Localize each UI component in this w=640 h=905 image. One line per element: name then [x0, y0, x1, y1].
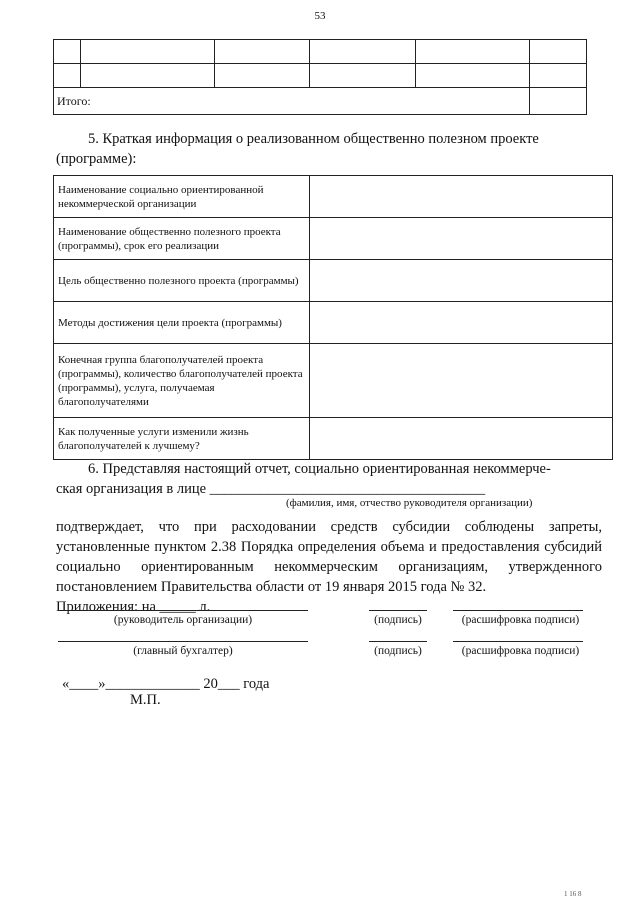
section6-line1: 6. Представляя настоящий отчет, социально ориентированная некоммерче- — [88, 461, 551, 477]
section6-body: подтверждает, что при расходовании средств субсидии соблюдены запреты, установленные пунктом 2.38 Порядка определения объема и предоставления субсидий социально ориентированным некоммерческим организациям, утвержденного постановлением Правительства области от 19 января 2015 года № 32. — [56, 519, 602, 595]
head-sign-caption: (подпись) — [374, 614, 422, 626]
section5-heading: 5. Краткая информация о реализованном общественно полезном проекте (программе): — [56, 131, 539, 167]
row-value — [310, 176, 613, 218]
project-info-table — [53, 175, 613, 460]
row-value — [310, 218, 613, 260]
head-transcript-line — [453, 610, 583, 611]
table-row — [54, 218, 613, 260]
date-line: «____»_____________ 20___ года — [62, 676, 270, 692]
stamp-place: М.П. — [130, 692, 161, 708]
table-row — [54, 302, 613, 344]
table-row — [54, 40, 587, 64]
accountant-sign-line — [369, 641, 427, 642]
footer-mark: 1 16 8 — [564, 890, 582, 898]
total-label: Итого: — [54, 88, 530, 115]
accountant-caption: (главный бухгалтер) — [133, 645, 233, 657]
fio-caption: (фамилия, имя, отчество руководителя организации) — [286, 497, 533, 509]
accountant-transcript-line — [453, 641, 583, 642]
row-value — [310, 302, 613, 344]
head-caption: (руководитель организации) — [113, 614, 253, 626]
expense-table — [53, 39, 587, 115]
head-transcript-caption: (расшифровка подписи) — [461, 614, 580, 626]
table-row — [54, 260, 613, 302]
total-value — [530, 88, 587, 115]
row-label: Цель общественно полезного проекта (программы) — [54, 260, 310, 302]
accountant-sign-caption: (подпись) — [374, 645, 422, 657]
row-label: Наименование социально ориентированной некоммерческой организации — [54, 176, 310, 218]
section6 — [56, 459, 602, 617]
row-value — [310, 344, 613, 418]
table-row — [54, 176, 613, 218]
section6-line2: ская организация в лице ______________________________________ — [56, 481, 486, 497]
table-row — [54, 344, 613, 418]
row-label: Конечная группа благополучателей проекта (программы), количество благополучателей проекта (программы), услуга, получаемая благополучателями — [54, 344, 310, 418]
accountant-transcript-caption: (расшифровка подписи) — [461, 645, 580, 657]
table-row — [54, 418, 613, 460]
table-row — [54, 64, 587, 88]
row-label: Наименование общественно полезного проекта (программы), срок его реализации — [54, 218, 310, 260]
accountant-signature-line — [58, 641, 308, 642]
head-signature-line — [58, 610, 308, 611]
total-row — [54, 88, 587, 115]
page-number: 53 — [314, 10, 326, 22]
attachments-line: Приложения: на _____ л. — [56, 599, 211, 615]
row-label: Как полученные услуги изменили жизнь благополучателей к лучшему? — [54, 418, 310, 460]
row-value — [310, 260, 613, 302]
head-sign-line — [369, 610, 427, 611]
row-value — [310, 418, 613, 460]
row-label: Методы достижения цели проекта (программы) — [54, 302, 310, 344]
